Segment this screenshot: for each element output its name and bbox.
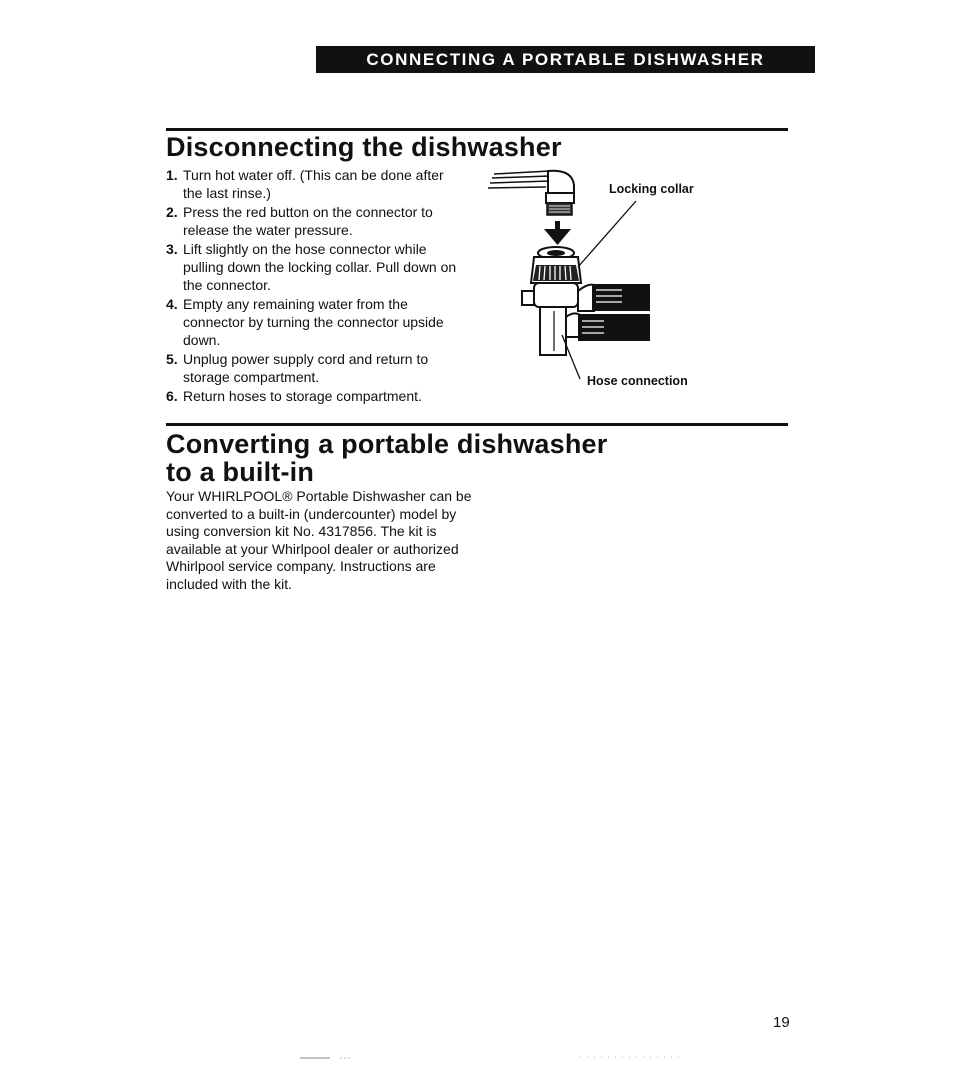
step-item: [166, 166, 466, 202]
label-hose-connection: Hose connection: [587, 374, 688, 388]
step-number: 1.: [166, 167, 178, 183]
step-text: Lift slightly on the hose connector while pulling down the locking collar. Pull down on the connector.: [183, 241, 457, 293]
page-number: 19: [773, 1014, 790, 1031]
disconnect-steps-list: [166, 166, 466, 406]
heading-converting-line2: to a built-in: [166, 457, 315, 487]
step-number: 3.: [166, 241, 178, 257]
step-item: [166, 350, 466, 386]
step-text: Empty any remaining water from the connector by turning the connector upside down.: [183, 296, 444, 348]
heading-converting: [166, 430, 608, 486]
scan-artifacts: [0, 1050, 954, 1070]
step-number: 6.: [166, 388, 178, 404]
step-item: [166, 387, 466, 405]
section-rule-middle: [166, 423, 788, 426]
section-rule-top: [166, 128, 788, 131]
step-item: [166, 240, 466, 294]
hose-fittings: [566, 284, 650, 341]
faucet-icon: [488, 171, 574, 215]
leader-line-locking-collar: [578, 201, 636, 267]
step-item: [166, 203, 466, 239]
arrow-down-icon: [544, 221, 571, 245]
leader-line-hose-connection: [562, 335, 580, 379]
step-text: Return hoses to storage compartment.: [183, 388, 422, 404]
section-banner: CONNECTING A PORTABLE DISHWASHER: [316, 46, 815, 73]
step-text: Turn hot water off. (This can be done after the last rinse.): [183, 167, 444, 201]
step-number: 2.: [166, 204, 178, 220]
step-text: Unplug power supply cord and return to storage compartment.: [183, 351, 429, 385]
step-number: 4.: [166, 296, 178, 312]
step-text: Press the red button on the connector to release the water pressure.: [183, 204, 433, 238]
label-locking-collar: Locking collar: [609, 182, 694, 196]
step-number: 5.: [166, 351, 178, 367]
connector-illustration: [480, 165, 720, 395]
step-item: [166, 295, 466, 349]
heading-converting-line1: Converting a portable dishwasher: [166, 429, 608, 459]
heading-disconnecting: Disconnecting the dishwasher: [166, 132, 562, 162]
conversion-paragraph: Your WHIRLPOOL® Portable Dishwasher can be converted to a built-in (undercounter) model by using conversion kit No. 4317856. The kit is available at your Whirlpool dealer or authorized Whirlpool service company. Instructions are included with the kit.: [166, 488, 472, 592]
locking-collar-part: [531, 247, 581, 283]
